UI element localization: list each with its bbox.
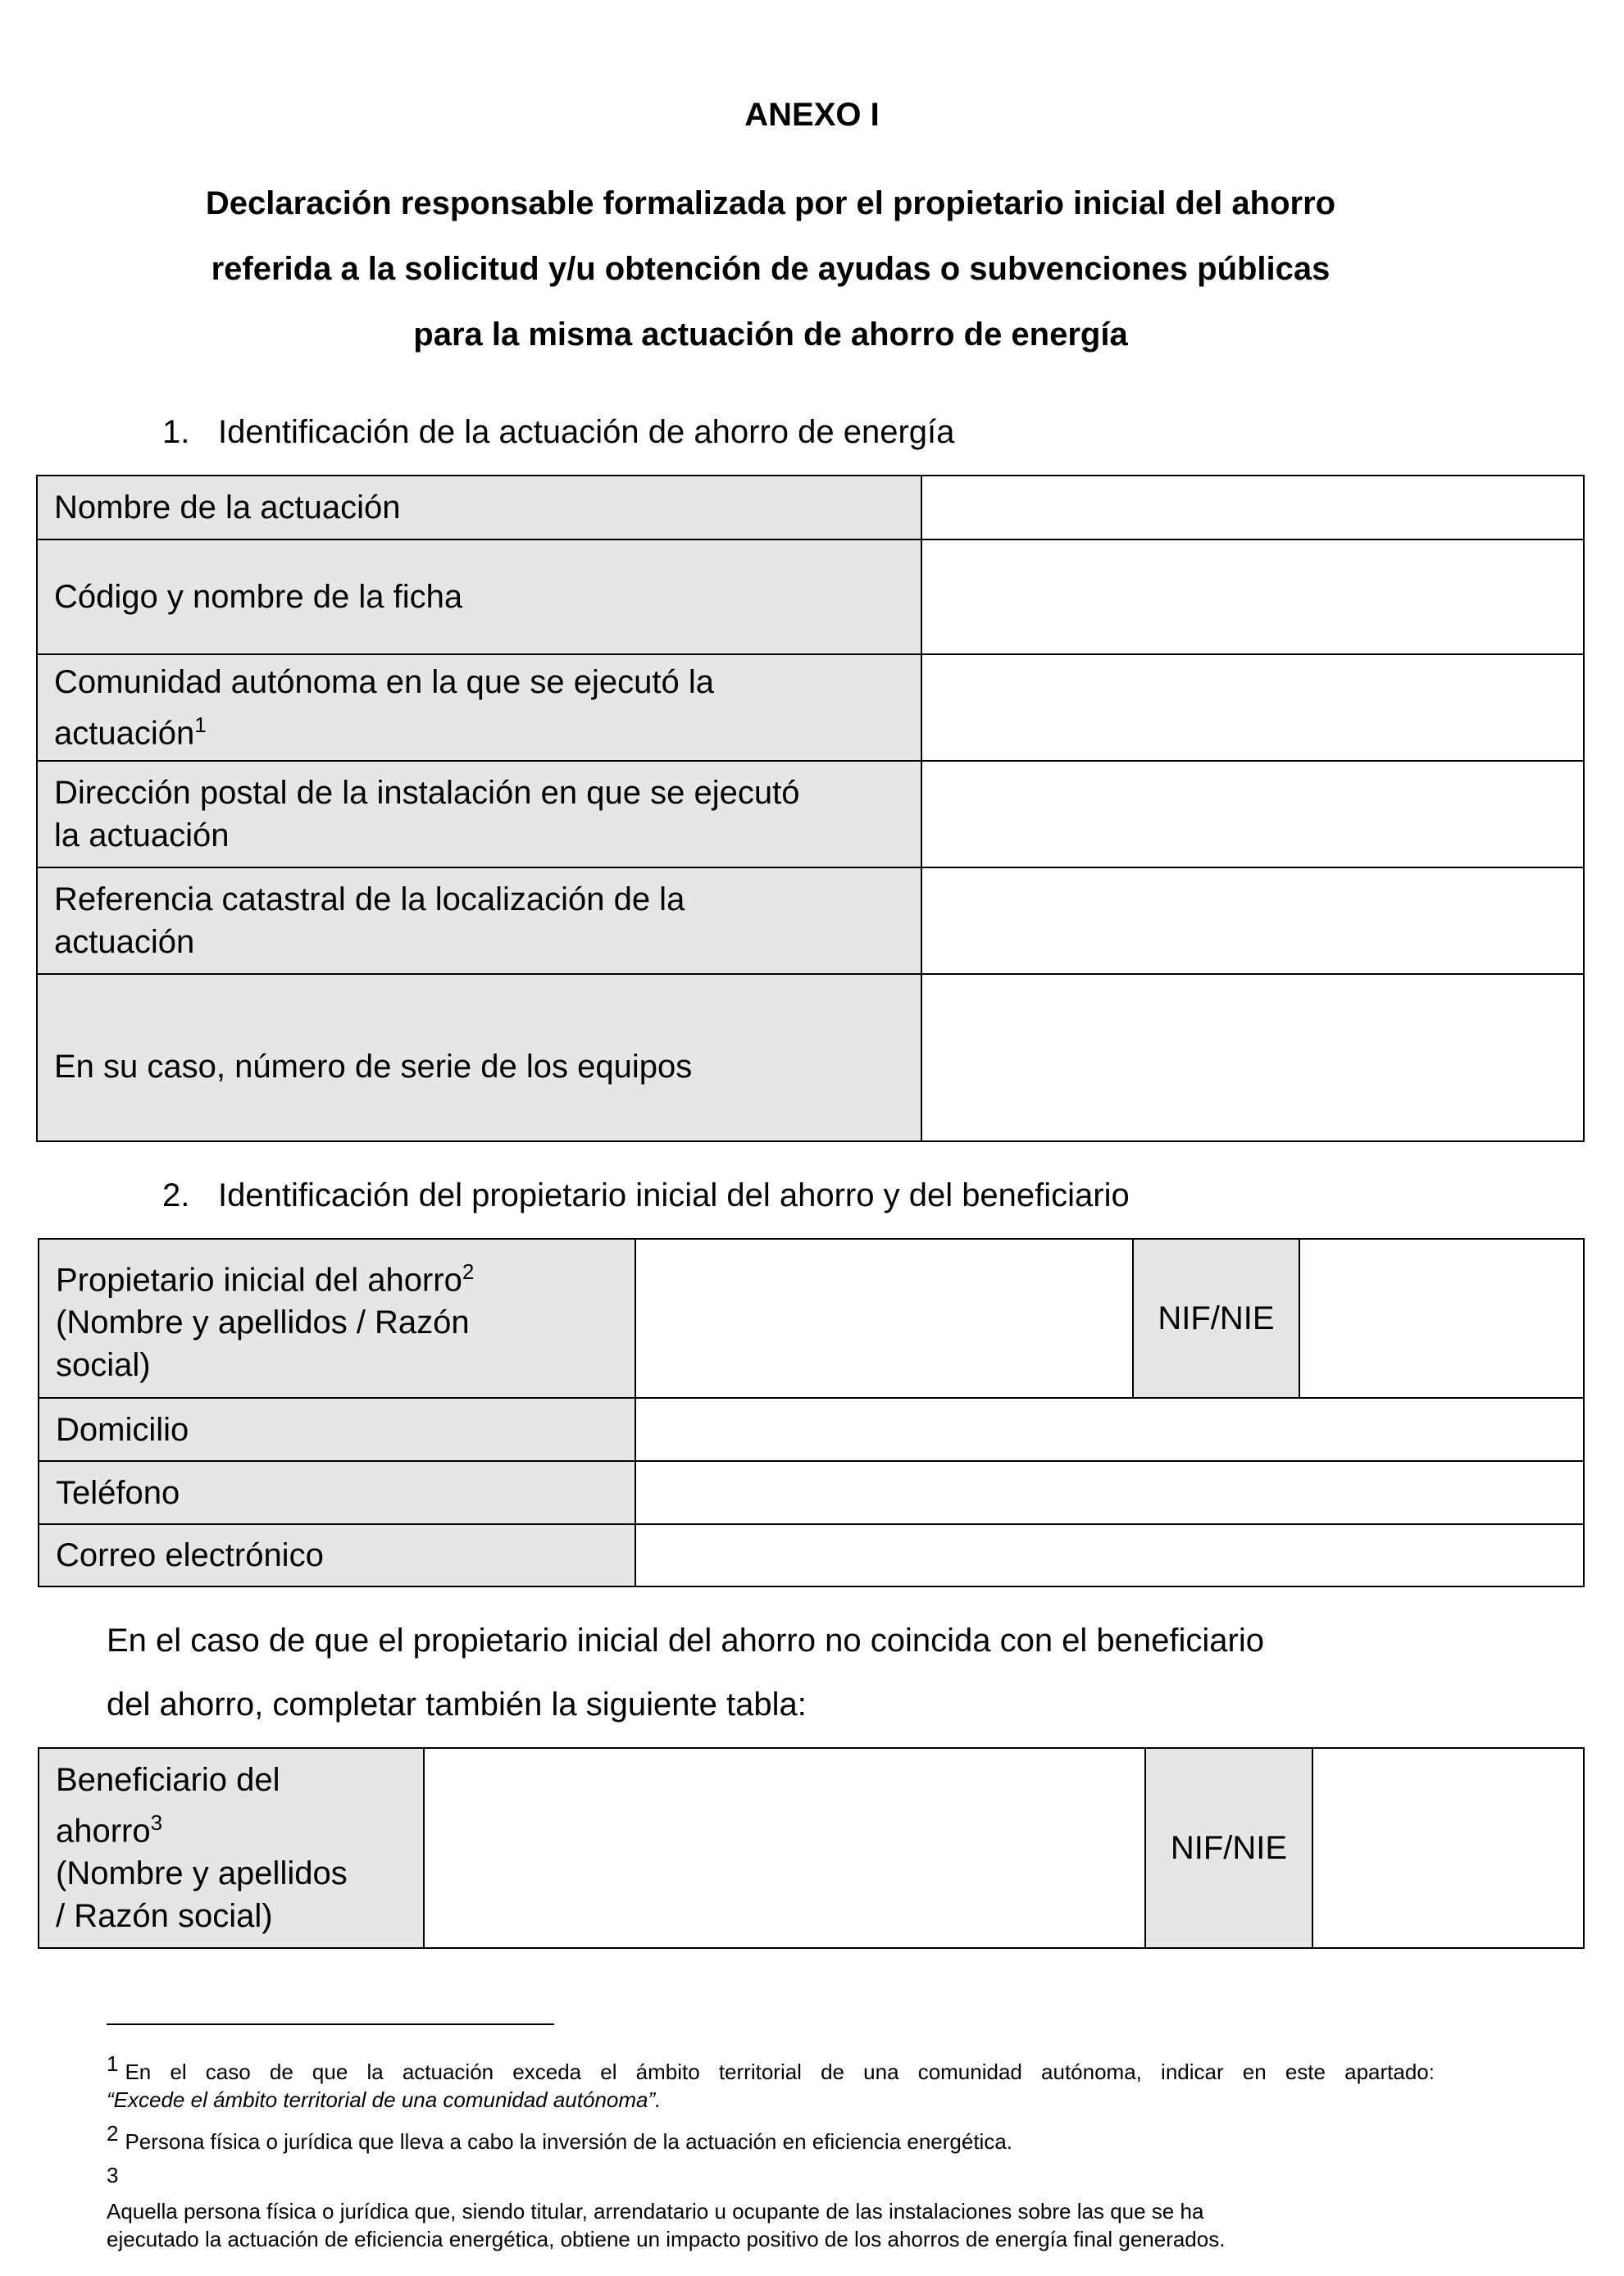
section-1-number: 1. xyxy=(162,414,190,450)
footnote-separator xyxy=(107,2023,554,2025)
label-email: Correo electrónico xyxy=(39,1524,635,1586)
phone-field[interactable] xyxy=(635,1461,1584,1524)
label-beneficiary: Beneficiario del ahorro$^3$ (Nombre y apellidos / Razón social) xyxy=(39,1748,424,1948)
label-postal-address: Dirección postal de la instalación en que se ejecutó la actuación xyxy=(37,761,921,867)
beneficiary-instruction xyxy=(107,1609,1467,1737)
label-action-name: Nombre de la actuación xyxy=(37,476,921,539)
footnote-3-number: 3 xyxy=(107,2163,119,2187)
declaration-subtitle xyxy=(107,171,1435,367)
footnote-ref-1: 1 xyxy=(194,712,207,737)
table-row xyxy=(37,654,1584,761)
label-autonomous-community: Comunidad autónoma en la que se ejecutó la actuación$^1$ xyxy=(37,654,921,761)
beneficiary-field[interactable] xyxy=(424,1748,1145,1948)
action-identification-table xyxy=(36,475,1585,1142)
label-owner-nif: NIF/NIE xyxy=(1133,1239,1299,1398)
label-cadastral-reference: Referencia catastral de la localización de la actuación xyxy=(37,867,921,974)
table-row xyxy=(39,1748,1584,1948)
footnote-1-number: 1 xyxy=(107,2051,119,2076)
address-field[interactable] xyxy=(635,1398,1584,1461)
label-serial-numbers: En su caso, número de serie de los equipos xyxy=(37,974,921,1141)
sheet-code-field[interactable] xyxy=(921,539,1584,654)
annex-title: ANEXO I xyxy=(744,97,880,133)
section-1-heading xyxy=(162,414,954,451)
label-initial-owner: Propietario inicial del ahorro$^2$ (Nombre y apellidos / Razón social) xyxy=(39,1239,635,1398)
footnote-ref-2: 2 xyxy=(462,1259,475,1284)
serial-numbers-field[interactable] xyxy=(921,974,1584,1141)
section-2-title: Identificación del propietario inicial del ahorro y del beneficiario xyxy=(218,1177,1130,1213)
label-phone: Teléfono xyxy=(39,1461,635,1524)
instruction-line-1: En el caso de que el propietario inicial del ahorro no coincida con el beneficiario xyxy=(107,1623,1264,1659)
section-1-title: Identificación de la actuación de ahorro de energía xyxy=(218,414,955,450)
section-2-heading xyxy=(162,1177,1130,1214)
footnote-2-number: 2 xyxy=(107,2121,119,2146)
table-row xyxy=(39,1398,1584,1461)
footnote-1: $^1$ En el caso de que la actuación exceda el ámbito territorial de una comunidad autónoma, indicar en este apartado: “Excede el ámbito territorial de una comunidad autónoma”. xyxy=(107,2051,1435,2112)
label-sheet-code: Código y nombre de la ficha xyxy=(37,539,921,654)
subtitle-line-2: referida a la solicitud y/u obtención de ayudas o subvenciones públicas xyxy=(211,251,1331,287)
email-field[interactable] xyxy=(635,1524,1584,1586)
table-row xyxy=(39,1524,1584,1586)
table-row xyxy=(39,1239,1584,1398)
table-row xyxy=(37,539,1584,654)
beneficiary-nif-field[interactable] xyxy=(1312,1748,1584,1948)
action-name-field[interactable] xyxy=(921,476,1584,539)
postal-address-field[interactable] xyxy=(921,761,1584,867)
section-2-number: 2. xyxy=(162,1177,190,1213)
beneficiary-table xyxy=(38,1747,1585,1949)
initial-owner-field[interactable] xyxy=(635,1239,1133,1398)
table-row xyxy=(37,974,1584,1141)
autonomous-community-field[interactable] xyxy=(921,654,1584,761)
table-row xyxy=(37,761,1584,867)
subtitle-line-1: Declaración responsable formalizada por el propietario inicial del ahorro xyxy=(205,185,1336,221)
table-row xyxy=(39,1461,1584,1524)
footnote-2: $^2$ Persona física o jurídica que lleva a cabo la inversión de la actuación en eficiencia energética. xyxy=(107,2121,1013,2154)
owner-nif-field[interactable] xyxy=(1299,1239,1584,1398)
footnote-3: $^3$ Aquella persona física o jurídica que, siendo titular, arrendatario u ocupante de las instalaciones sobre las que se ha ejecutado la actuación de eficiencia energética, obtiene un impacto positivo de los ahorros de energía final generados. xyxy=(107,2163,1226,2251)
cadastral-reference-field[interactable] xyxy=(921,867,1584,974)
instruction-line-2: del ahorro, completar también la siguiente tabla: xyxy=(107,1687,807,1723)
subtitle-line-3: para la misma actuación de ahorro de energía xyxy=(413,316,1128,353)
footnote-ref-3: 3 xyxy=(150,1809,163,1835)
owner-identification-table xyxy=(38,1238,1585,1587)
table-row xyxy=(37,867,1584,974)
label-address: Domicilio xyxy=(39,1398,635,1461)
table-row xyxy=(37,476,1584,539)
label-beneficiary-nif: NIF/NIE xyxy=(1145,1748,1312,1948)
